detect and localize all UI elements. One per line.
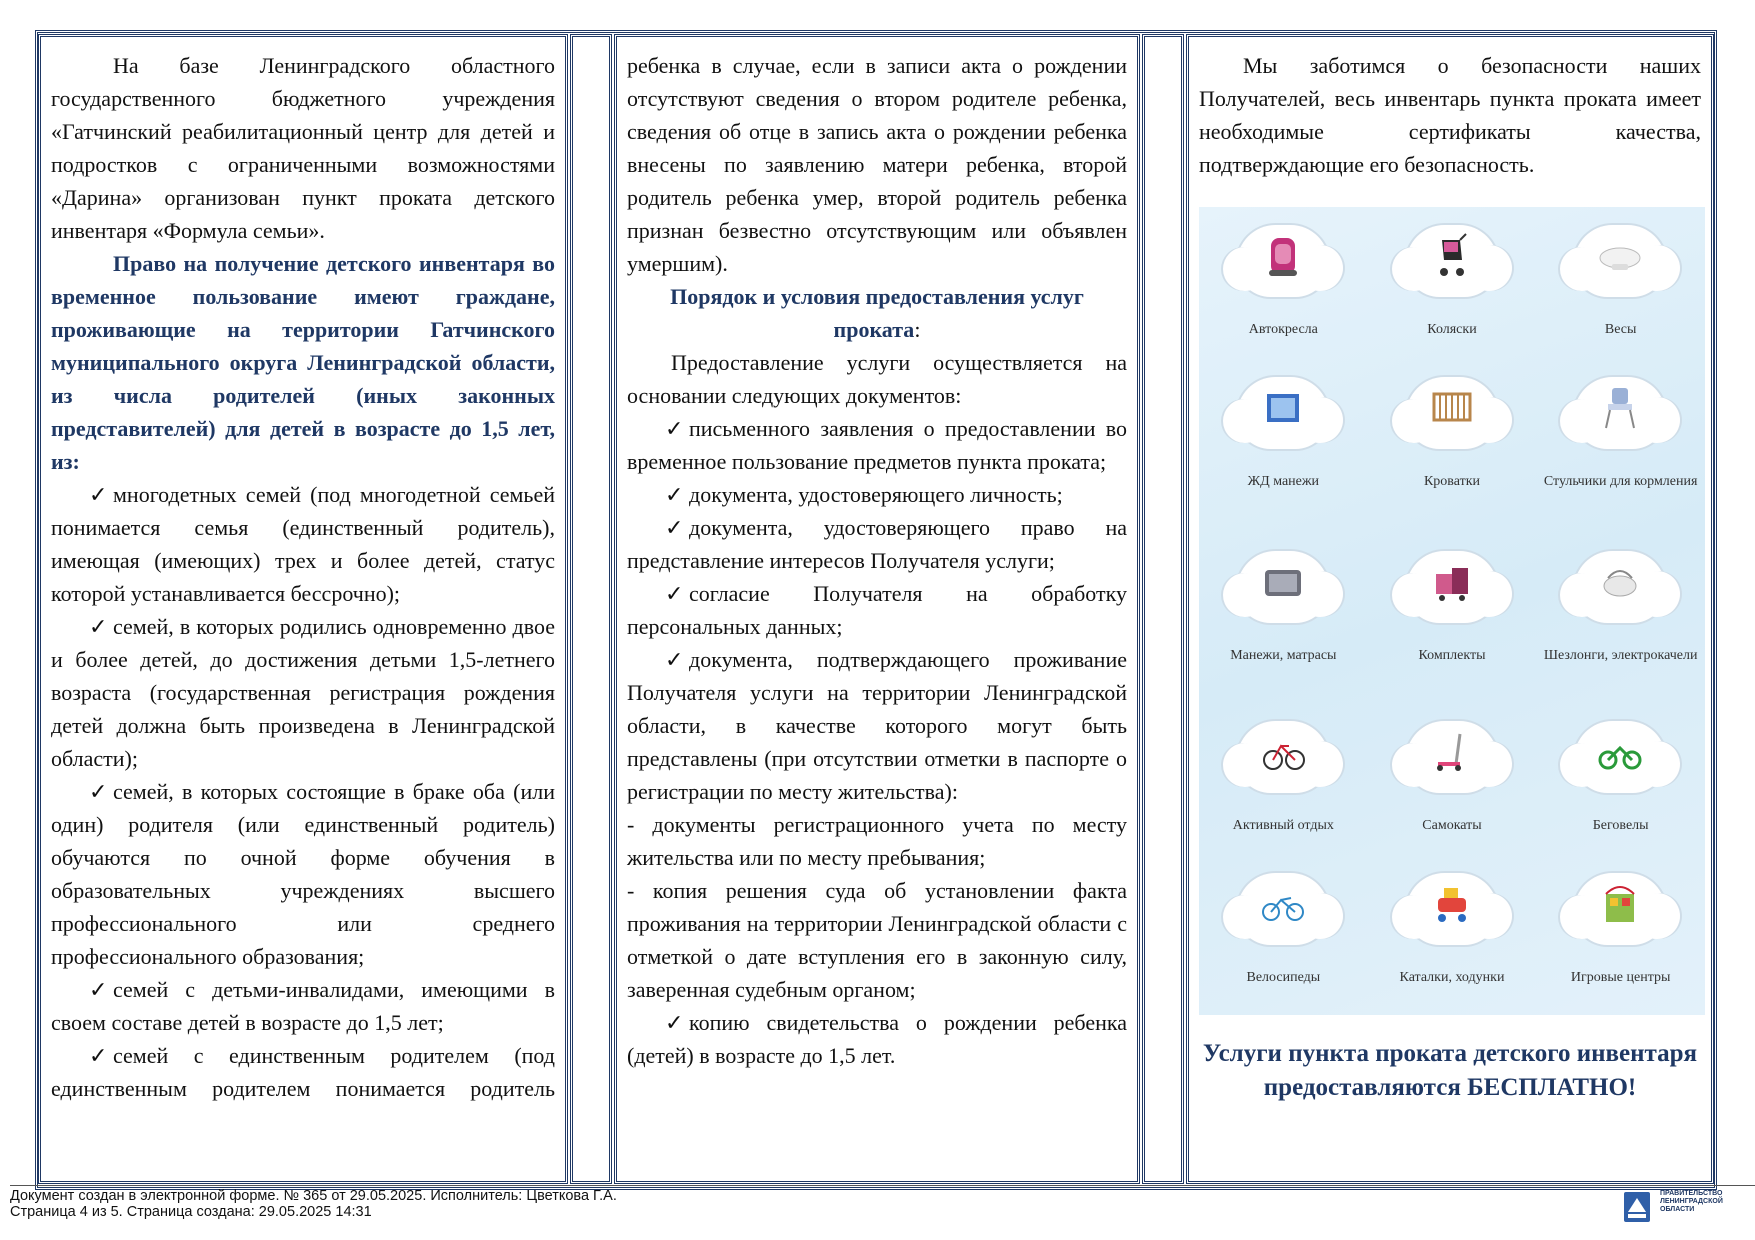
- government-logo-text: ПРАВИТЕЛЬСТВО ЛЕНИНГРАДСКОЙ ОБЛАСТИ: [1660, 1190, 1723, 1213]
- stroller-icon: [1430, 231, 1474, 281]
- cloud-shape: [1574, 551, 1666, 623]
- playpen-icon: [1261, 557, 1305, 607]
- check-icon: ✓: [89, 614, 108, 639]
- kids-bike-icon: [1261, 879, 1305, 929]
- column-3: [1186, 34, 1714, 1184]
- catalog-item: [1536, 359, 1705, 533]
- check-icon: ✓: [89, 482, 108, 507]
- check-icon: ✓: [89, 779, 108, 804]
- catalog-item: [1368, 359, 1537, 533]
- document-footer: [10, 1188, 617, 1220]
- footer-line-1: Документ создан в электронной форме. № 365 от 29.05.2025. Исполнитель: Цветкова Г.А.: [10, 1188, 617, 1204]
- kit-icon: [1430, 557, 1474, 607]
- safety-paragraph: Мы заботимся о безопасности наших Получателей, весь инвентарь пункта проката имеет необходимые сертификаты качества, подтверждающие его безопасность.: [1199, 53, 1701, 177]
- intro-paragraph: На базе Ленинградского областного государственного бюджетного учреждения «Гатчинский реабилитационный центр для детей и подростков с ограниченными возможностями «Дарина» организован пункт проката детского инвентаря «Формула семьи».: [51, 53, 555, 243]
- cloud-shape: [1237, 377, 1329, 449]
- high-chair-icon: [1598, 383, 1642, 433]
- check-icon: ✓: [665, 482, 684, 507]
- cloud-shape: [1406, 721, 1498, 793]
- catalog-item-label: ЖД манежи: [1247, 474, 1320, 489]
- catalog-item-label: Стульчики для кормления: [1543, 474, 1698, 489]
- catalog-item-label: Манежи, матрасы: [1230, 648, 1337, 663]
- activity-cube-icon: [1598, 879, 1642, 929]
- cloud-shape: [1406, 551, 1498, 623]
- free-service-notice: Услуги пункта проката детского инвентаря предоставляются БЕСПЛАТНО!: [1202, 1040, 1698, 1101]
- catalog-item: [1368, 703, 1537, 855]
- dash-item: - копия решения суда об установлении факта проживания на территории Ленинградской области с отметкой о дате вступления его в законную силу, заверенная судебным органом;: [627, 878, 1127, 1002]
- cloud-shape: [1574, 873, 1666, 945]
- check-icon: ✓: [665, 1010, 684, 1035]
- cloud-shape: [1406, 377, 1498, 449]
- cloud-shape: [1406, 225, 1498, 297]
- document-item: ✓ согласие Получателя на обработку персональных данных;: [627, 577, 1127, 643]
- catalog-item: [1199, 855, 1368, 1015]
- scooter-icon: [1430, 727, 1474, 777]
- catalog-item-label: Каталки, ходунки: [1399, 970, 1505, 985]
- eligibility-item: ✓ семей, в которых состоящие в браке оба (или один) родителя (или единственный родитель) обучаются по очной форме обучения в образовательных учреждениях высшего профессионального или среднего профессионального образования;: [51, 775, 555, 973]
- catalog-item-label: Шезлонги, электрокачели: [1543, 648, 1698, 663]
- cloud-shape: [1406, 873, 1498, 945]
- continuation-paragraph: ребенка в случае, если в записи акта о рождении отсутствуют сведения о втором родителе ребенка, сведения об отце в запись акта о рождении ребенка внесены по заявлению матери ребенка, второй родитель ребенка умер, второй родитель ребенка признан безвестно отсутствующим или объявлен умершим).: [627, 53, 1127, 276]
- check-icon: ✓: [665, 416, 684, 441]
- catalog-item-label: Велосипеды: [1246, 970, 1321, 985]
- bicycle-icon: [1261, 727, 1305, 777]
- eligibility-heading: Право на получение детского инвентаря во временное пользование имеют граждане, проживающие на территории Гатчинского муниципального округа Ленинградской области, из числа родителей (иных законных представителей) для детей в возрасте до 1,5 лет, из:: [51, 251, 555, 474]
- catalog-item: [1199, 207, 1368, 359]
- catalog-item: [1199, 359, 1368, 533]
- eligibility-item: ✓ семей с детьми-инвалидами, имеющими в своем составе детей в возрасте до 1,5 лет;: [51, 973, 555, 1039]
- catalog-item: [1199, 703, 1368, 855]
- cloud-shape: [1237, 721, 1329, 793]
- car-seat-icon: [1261, 231, 1305, 281]
- inventory-catalog: [1199, 207, 1705, 1015]
- dash-item: - документы регистрационного учета по месту жительства или по месту пребывания;: [627, 812, 1127, 870]
- catalog-item-label: Автокресла: [1248, 322, 1318, 337]
- procedure-heading: Порядок и условия предоставления услуг проката:: [670, 284, 1084, 342]
- walker-icon: [1430, 879, 1474, 929]
- inventory-grid: [1199, 207, 1705, 1015]
- basis-paragraph: Предоставление услуги осуществляется на основании следующих документов:: [627, 350, 1127, 408]
- catalog-item-label: Весы: [1604, 322, 1637, 337]
- catalog-item-label: Беговелы: [1592, 818, 1649, 833]
- travel-playpen-icon: [1261, 383, 1305, 433]
- check-icon: ✓: [89, 977, 108, 1002]
- check-icon: ✓: [665, 515, 684, 540]
- column-2-text: [627, 49, 1127, 1072]
- check-icon: ✓: [665, 581, 684, 606]
- column-1-text: [51, 49, 555, 1105]
- catalog-item-label: Активный отдых: [1232, 818, 1334, 833]
- cloud-shape: [1574, 721, 1666, 793]
- footer-divider: [10, 1185, 1755, 1186]
- catalog-item-label: Коляски: [1427, 322, 1477, 337]
- eligibility-item: ✓ семей, в которых родились одновременно двое и более детей, до достижения детьми 1,5-летнего возраста (государственная регистрация рождения детей должна быть произведена в Ленинградской области);: [51, 610, 555, 775]
- footer-line-2: Страница 4 из 5. Страница создана: 29.05.2025 14:31: [10, 1204, 372, 1220]
- cloud-shape: [1574, 225, 1666, 297]
- catalog-item: [1199, 533, 1368, 703]
- column-2: [614, 34, 1140, 1184]
- cloud-shape: [1237, 551, 1329, 623]
- check-icon: ✓: [665, 647, 684, 672]
- catalog-item: [1536, 207, 1705, 359]
- column-1: [38, 34, 568, 1184]
- catalog-item: [1536, 855, 1705, 1015]
- catalog-item: [1536, 703, 1705, 855]
- catalog-item: [1368, 207, 1537, 359]
- document-item: ✓ письменного заявления о предоставлении во временное пользование предметов пункта проката;: [627, 412, 1127, 478]
- fold-gutter-1: [570, 34, 612, 1184]
- eligibility-item: ✓ семей с единственным родителем (под единственным родителем понимается родитель: [51, 1039, 555, 1105]
- catalog-item-label: Самокаты: [1422, 818, 1482, 833]
- cloud-shape: [1237, 225, 1329, 297]
- check-icon: ✓: [89, 1043, 108, 1068]
- cloud-shape: [1237, 873, 1329, 945]
- catalog-item-label: Игровые центры: [1570, 970, 1671, 985]
- bouncer-icon: [1598, 557, 1642, 607]
- eligibility-item: ✓ многодетных семей (под многодетной семьей понимается семья (единственный родитель), имеющая (имеющих) трех и более детей, статус которой устанавливается бессрочно);: [51, 478, 555, 610]
- government-emblem-icon: [1622, 1190, 1652, 1224]
- document-item: ✓ документа, удостоверяющего личность;: [627, 478, 1127, 511]
- baby-scale-icon: [1598, 231, 1642, 281]
- catalog-item-label: Кроватки: [1423, 474, 1480, 489]
- balance-bike-icon: [1598, 727, 1642, 777]
- crib-icon: [1430, 383, 1474, 433]
- catalog-item: [1368, 533, 1537, 703]
- column-3-text: [1199, 49, 1701, 181]
- cloud-shape: [1574, 377, 1666, 449]
- document-item: ✓ документа, подтверждающего проживание Получателя услуги на территории Ленинградской области, в качестве которого могут быть представлены (при отсутствии отметки в паспорте о регистрации по месту жительства):: [627, 643, 1127, 808]
- document-item: ✓ документа, удостоверяющего право на представление интересов Получателя услуги;: [627, 511, 1127, 577]
- fold-gutter-2: [1142, 34, 1184, 1184]
- catalog-item-label: Комплекты: [1418, 648, 1486, 663]
- document-item: ✓ копию свидетельства о рождении ребенка (детей) в возрасте до 1,5 лет.: [627, 1006, 1127, 1072]
- catalog-item: [1368, 855, 1537, 1015]
- catalog-item: [1536, 533, 1705, 703]
